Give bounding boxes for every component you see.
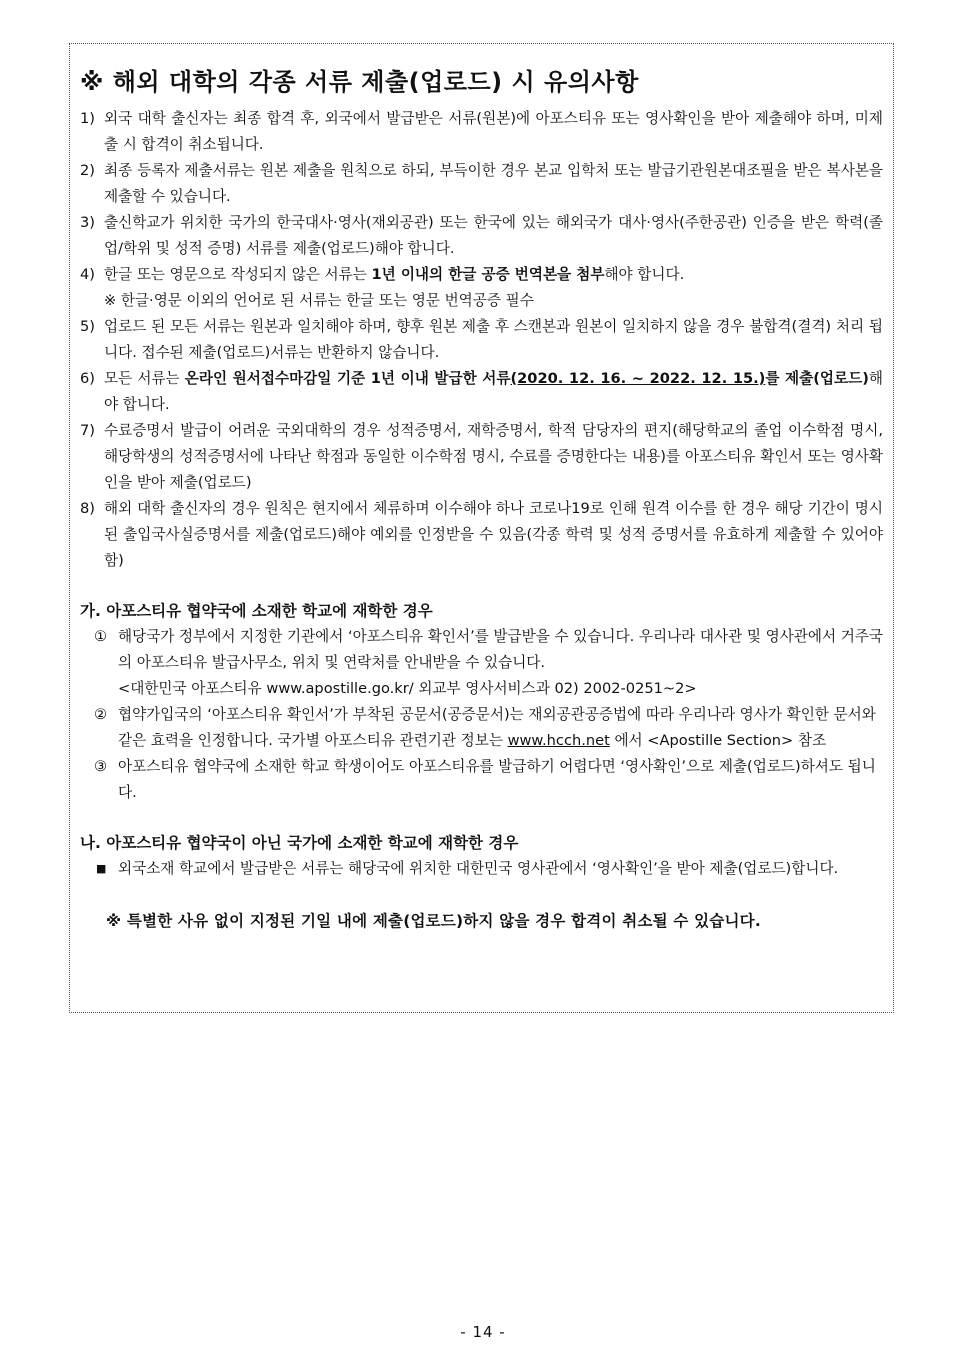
item-emphasis: 1년 이내의 한글 공증 번역본을 첨부 [371,266,605,283]
square-bullet-icon: ■ [96,862,107,875]
item-number: ② [94,706,108,723]
date-range: (2020. 12. 16. ~ 2022. 12. 15.) [510,370,766,387]
item-text: 출신학교가 위치한 국가의 한국대사·영사(재외공관) 또는 한국에 있는 해외국가 대사·영사(주한공관) 인증을 받은 학력(졸업/학위 및 성적 증명) 서류를 제출(업로드)해야 합니다. [104,214,883,257]
item-number: 1) [80,110,95,127]
item-number: ③ [94,758,108,775]
section-a-item-3 [80,754,883,806]
item-number: 6) [80,370,95,387]
item-text: 해당국가 정부에서 지정한 기관에서 ‘아포스티유 확인서’를 발급받을 수 있습니다. 우리나라 대사관 및 영사관에서 거주국의 아포스티유 발급사무소, 위치 및 연락처를 안내받을 수 있습니다. [118,628,884,671]
item-note: ※ 한글·영문 이외의 언어로 된 서류는 한글 또는 영문 번역공증 필수 [104,292,534,309]
item-number: 3) [80,214,95,231]
item-text: 한글 또는 영문으로 작성되지 않은 서류는 [104,266,372,283]
section-a-heading: 가. 아포스티유 협약국에 소재한 학교에 재학한 경우 [80,602,433,620]
item-number: 2) [80,162,95,179]
item-text: 협약가입국의 ‘아포스티유 확인서’가 부착된 공문서(공증문서)는 재외공관공증법에 따라 우리나라 영사가 확인한 문서와 같은 효력을 인정합니다. 국가별 아포스티유 관련기관 정보는 [118,706,876,749]
item-text: 외국 대학 출신자는 최종 합격 후, 외국에서 발급받은 서류(원본)에 아포스티유 또는 영사확인을 받아 제출해야 하며, 미제출 시 합격이 취소됩니다. [104,110,883,153]
notice-item-5 [80,314,883,366]
page-number: - 14 - [460,1323,506,1341]
notice-item-4 [80,262,883,314]
section-b-heading: 나. 아포스티유 협약국이 아닌 국가에 소재한 학교에 재학한 경우 [80,834,519,852]
notice-item-6 [80,366,883,418]
notice-box [69,43,894,1013]
item-text: 모든 서류는 [104,370,185,387]
item-text-end: 해야 합니다. [604,266,685,283]
item-emphasis-2: 를 제출(업로드) [765,370,869,387]
section-a-item-1 [80,624,883,702]
final-warning: ※ 특별한 사유 없이 지정된 기일 내에 제출(업로드)하지 않을 경우 합격이 취소될 수 있습니다. [106,912,761,930]
item-number: ① [94,628,108,645]
section-a-item-2 [80,702,883,754]
notice-item-3 [80,210,883,262]
item-text: 외국소재 학교에서 발급받은 서류는 해당국에 위치한 대한민국 영사관에서 ‘영사확인’을 받아 제출(업로드)합니다. [118,860,839,877]
item-number: 8) [80,500,95,517]
item-emphasis: 온라인 원서접수마감일 기준 1년 이내 발급한 서류 [184,370,511,387]
item-text: 업로드 된 모든 서류는 원본과 일치해야 하며, 향후 원본 제출 후 스캔본과 원본이 일치하지 않을 경우 불합격(결격) 처리 됩니다. 접수된 제출(업로드)서류는 반환하지 않습니다. [104,318,883,361]
notice-item-2 [80,158,883,210]
notice-item-7 [80,418,883,496]
item-text: 해외 대학 출신자의 경우 원칙은 현지에서 체류하며 이수해야 하나 코로나19로 인해 원격 이수를 한 경우 해당 기간이 명시된 출입국사실증명서를 제출(업로드)해야 예외를 인정받을 수 있음(각종 학력 및 성적 증명서를 유효하게 제출할 수 있어야 함) [104,500,883,569]
item-text: 수료증명서 발급이 어려운 국외대학의 경우 성적증명서, 재학증명서, 학적 담당자의 편지(해당학교의 졸업 이수학점 명시, 해당학생의 성적증명서에 나타난 학점과 동일한 이수학점 명시, 수료를 증명한다는 내용)를 아포스티유 확인서 또는 영사확인을 받아 제출(업로드) [104,422,883,491]
hcch-link[interactable]: www.hcch.net [507,732,610,749]
notice-item-1 [80,106,883,158]
item-number: 5) [80,318,95,335]
section-b-item-1 [80,856,883,882]
item-number: 4) [80,266,95,283]
item-number: 7) [80,422,95,439]
item-text: 최종 등록자 제출서류는 원본 제출을 원칙으로 하되, 부득이한 경우 본교 입학처 또는 발급기관원본대조필을 받은 복사본을 제출할 수 있습니다. [104,162,883,205]
apostille-contact: <대한민국 아포스티유 www.apostille.go.kr/ 외교부 영사서비스과 02) 2002-0251~2> [118,680,697,697]
item-text-end: 에서 <Apostille Section> 참조 [609,732,827,749]
item-text: 아포스티유 협약국에 소재한 학교 학생이어도 아포스티유를 발급하기 어렵다면 ‘영사확인’으로 제출(업로드)하셔도 됩니다. [118,758,876,801]
item-text-end: 해야 합니다. [104,370,883,413]
page-title: ※ 해외 대학의 각종 서류 제출(업로드) 시 유의사항 [80,68,639,96]
notice-item-8 [80,496,883,574]
